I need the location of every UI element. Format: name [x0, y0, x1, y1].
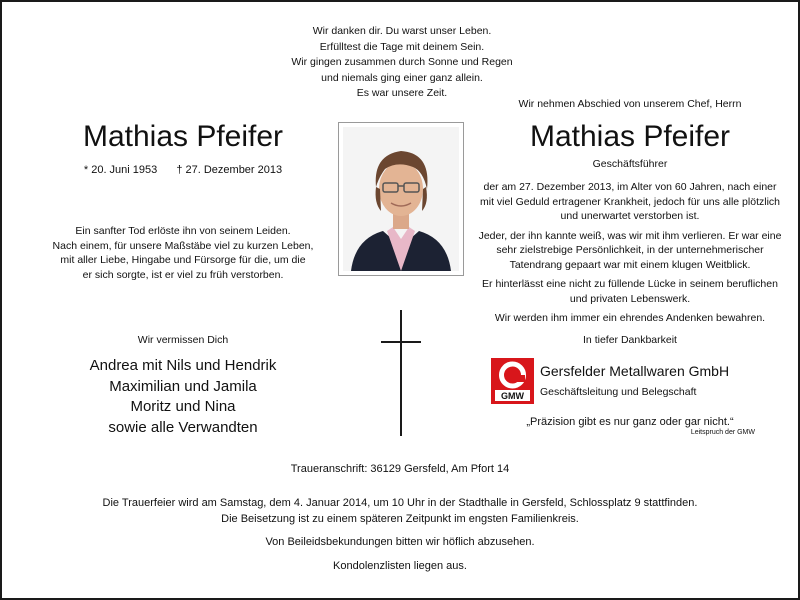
- gmw-logo: [491, 358, 534, 404]
- miss-label: Wir vermissen Dich: [137, 334, 229, 346]
- portrait-photo: [338, 122, 464, 276]
- portrait-illustration: [343, 127, 459, 271]
- poem-line: Erfülltest die Tage mit deinem Sein.: [319, 40, 485, 53]
- life-dates: [42, 164, 324, 176]
- tribute-paragraph: der am 27. Dezember 2013, im Alter von 60 Jahren, nach einer mit viel Geduld ertragener Krankheit, jedoch für uns alle plötzlich und unerwartet verstorben ist.: [480, 181, 780, 222]
- poem: [252, 24, 552, 102]
- service-line: Die Trauerfeier wird am Samstag, dem 4. Januar 2014, um 10 Uhr in der Stadthalle in Gersfeld, Schlossplatz 9 stattfinden.: [102, 497, 698, 509]
- cross-icon: [400, 310, 402, 436]
- company-subtitle: Geschäftsleitung und Belegschaft: [540, 386, 697, 398]
- company-tribute: [478, 180, 782, 331]
- family-list: [42, 356, 324, 438]
- svg-text:GMW: GMW: [501, 391, 524, 401]
- family-member: Andrea mit Nils und Hendrik: [89, 357, 277, 374]
- condolence-note: Von Beileidsbekundungen bitten wir höflich abzusehen.: [265, 536, 535, 548]
- mourning-address: Traueranschrift: 36129 Gersfeld, Am Pfort 14: [290, 463, 510, 475]
- poem-line: und niemals ging einer ganz allein.: [321, 71, 483, 84]
- birth-date: * 20. Juni 1953: [83, 164, 158, 176]
- farewell-line: er sich sorgte, ist er viel zu früh verstorben.: [82, 268, 284, 281]
- tribute-paragraph: Er hinterlässt eine nicht zu füllende Lücke in seinem beruflichen und privaten Lebenswerk.: [482, 278, 778, 305]
- company-intro: Wir nehmen Abschied von unserem Chef, Herrn: [518, 98, 742, 110]
- company-name: Gersfelder Metallwaren GmbH: [540, 363, 730, 379]
- family-member: Moritz und Nina: [130, 398, 236, 415]
- gmw-logo-icon: [491, 358, 534, 404]
- service-line: Die Beisetzung ist zu einem späteren Zeitpunkt im engsten Familienkreis.: [221, 513, 579, 525]
- motto-note: Leitspruch der GMW: [690, 429, 755, 436]
- deceased-name-company: Mathias Pfeifer: [529, 120, 731, 153]
- tribute-paragraph: Wir werden ihm immer ein ehrendes Andenken bewahren.: [494, 312, 766, 324]
- farewell-line: Ein sanfter Tod erlöste ihn von seinem Leiden.: [75, 225, 291, 237]
- farewell-line: Nach einem, für unsere Maßstäbe viel zu kurzen Leben,: [52, 239, 314, 252]
- death-date: † 27. Dezember 2013: [176, 164, 283, 176]
- farewell-text: [42, 224, 324, 282]
- tribute-paragraph: Jeder, der ihn kannte weiß, was wir mit ihm verlieren. Er war eine sehr zielstrebige Persönlichkeit, in der unternehmerischer Tatendrang gepaart war mit einem klugen Weitblick.: [478, 229, 782, 271]
- family-member: sowie alle Verwandten: [108, 418, 258, 436]
- poem-line: Wir danken dir. Du warst unser Leben.: [312, 25, 492, 37]
- company-motto: „Präzision gibt es nur ganz oder gar nicht.“: [526, 416, 734, 428]
- service-info: [2, 495, 798, 527]
- thanks-label: In tiefer Dankbarkeit: [583, 334, 677, 346]
- poem-line: Wir gingen zusammen durch Sonne und Regen: [291, 56, 513, 68]
- family-member: Maximilian und Jamila: [109, 377, 257, 395]
- farewell-line: mit aller Liebe, Hingabe und Fürsorge für die, um die: [60, 254, 306, 266]
- condolence-lists-note: Kondolenzlisten liegen aus.: [333, 560, 467, 572]
- poem-line: Es war unsere Zeit.: [356, 87, 448, 99]
- cross-icon-bar: [381, 341, 421, 343]
- deceased-name-family: Mathias Pfeifer: [82, 120, 284, 153]
- deceased-role: Geschäftsführer: [592, 158, 668, 170]
